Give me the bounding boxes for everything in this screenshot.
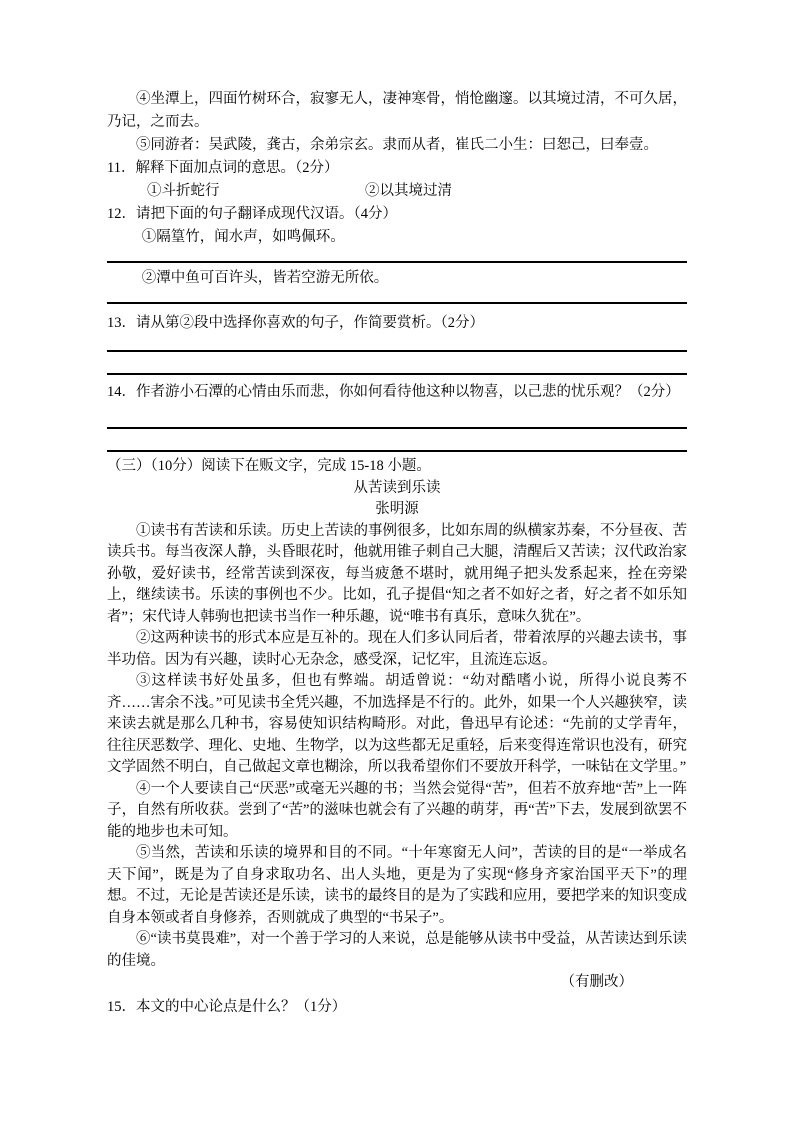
essay-paragraph-5: ⑤当然，苦读和乐读的境界和目的不同。“十年寒窗无人问”，苦读的目的是“一举成名天下闻”，既是为了自身求取功名、出人头地，更是为了实现“修身齐家治国平天下”的理想。不过，无论是苦读还是乐读，读书的最终目的是为了实践和应用，要把学来的知识变成自身本领或者自身修养，否则就成了典型的“书呆子”。	[107, 845, 687, 926]
passage-paragraph-4: ④坐潭上，四面竹树环合，寂寥无人，凄神寒骨，悄怆幽邃。以其境过清，不可久居，乃记，之而去。	[107, 91, 687, 130]
answer-line	[107, 429, 687, 452]
question-12-item-2: ②潭中鱼可百许头，皆若空游无所依。	[141, 270, 389, 286]
answer-line	[107, 352, 687, 375]
section-3-header: （三）（10分）阅读下在贩文字，完成 15-18 小题。	[107, 458, 431, 474]
edit-note: （有删改）	[560, 974, 633, 990]
section-3-reading	[107, 452, 687, 994]
question-13-label: 13．请从第②段中选择你喜欢的句子，作简要赏析。（2分）	[107, 315, 484, 331]
essay-paragraph-1: ①读书有苦读和乐读。历史上苦读的事例很多，比如东周的纵横家苏秦，不分昼夜、苦读兵书。每当夜深人静，头昏眼花时，他就用锥子刺自己大腿，清醒后又苦读；汉代政治家孙敬，爱好读书，经常苦读到深夜，每当疲惫不堪时，就用绳子把头发系起来，拴在旁梁上，继续读书。乐读的事例也不少。比如，孔子提倡“知之者不如好之者，好之者不如乐知者”；宋代诗人韩驹也把读书当作一种乐趣，说“唯书有真乐，意味久犹在”。	[107, 522, 687, 625]
question-14-label: 14．作者游小石潭的心情由乐而悲，你如何看待他这种以物喜，以己悲的忧乐观？（2分）	[107, 384, 680, 400]
question-11-items	[107, 180, 687, 203]
essay-title: 从苦读到乐读	[353, 479, 441, 496]
question-15-label: 15．本文的中心论点是什么？（1分）	[107, 998, 347, 1015]
question-11-item-1: ①斗折蛇行	[147, 183, 220, 199]
question-12-label: 12．请把下面的句子翻译成现代汉语。（4分）	[107, 206, 397, 222]
essay-author: 张明源	[375, 501, 419, 517]
essay-paragraph-6: ⑥“读书莫畏难”，对一个善于学习的人来说，总是能够从读书中受益，从苦读达到乐读的佳境。	[107, 931, 687, 969]
question-11-label: 11．解释下面加点词的意思。（2分）	[107, 160, 339, 176]
question-11-item-2: ②以其境过清	[365, 183, 452, 199]
essay-paragraph-4: ④一个人要读自己“厌恶”或毫无兴趣的书；当然会觉得“苦”，但若不放弃地“苦”上一阵子，自然有所收获。尝到了“苦”的滋味也就会有了兴趣的萌芽，再“苦”下去，发展到欲罢不能的地步也未可知。	[107, 780, 687, 840]
answer-line	[107, 406, 687, 429]
question-12-item-1: ①隔篁竹，闻水声，如鸣佩环。	[141, 229, 345, 245]
passage-paragraph-5: ⑤同游者：吴武陵，龚古，余弟宗玄。隶而从者，崔氏二小生：曰恕己，曰奉壹。	[136, 137, 658, 153]
essay-paragraph-3: ③这样读书好处虽多，但也有弊端。胡适曾说：“幼对酷嗜小说，所得小说良莠不齐……害余不浅。”可见读书全凭兴趣，不加选择是不行的。此外，如果一个人兴趣狭窄，读来读去就是那么几种书，容易使知识结构畸形。对此，鲁迅早有论述：“先前的丈学青年，往往厌恶数学、理化、史地、生物学，以为这些都无足重轻，后来变得连常识也没有，研究文学固然不明白，自己做起文章也糊涂，所以我希望你们不要放开科学，一味钻在文学里。”	[107, 673, 687, 775]
essay-paragraph-2: ②这两种读书的形式本应是互补的。现在人们多认同后者，带着浓厚的兴趣去读书，事半功倍。因为有兴趣，读时心无杂念，感受深，记忆牢，且流连忘返。	[107, 630, 687, 668]
